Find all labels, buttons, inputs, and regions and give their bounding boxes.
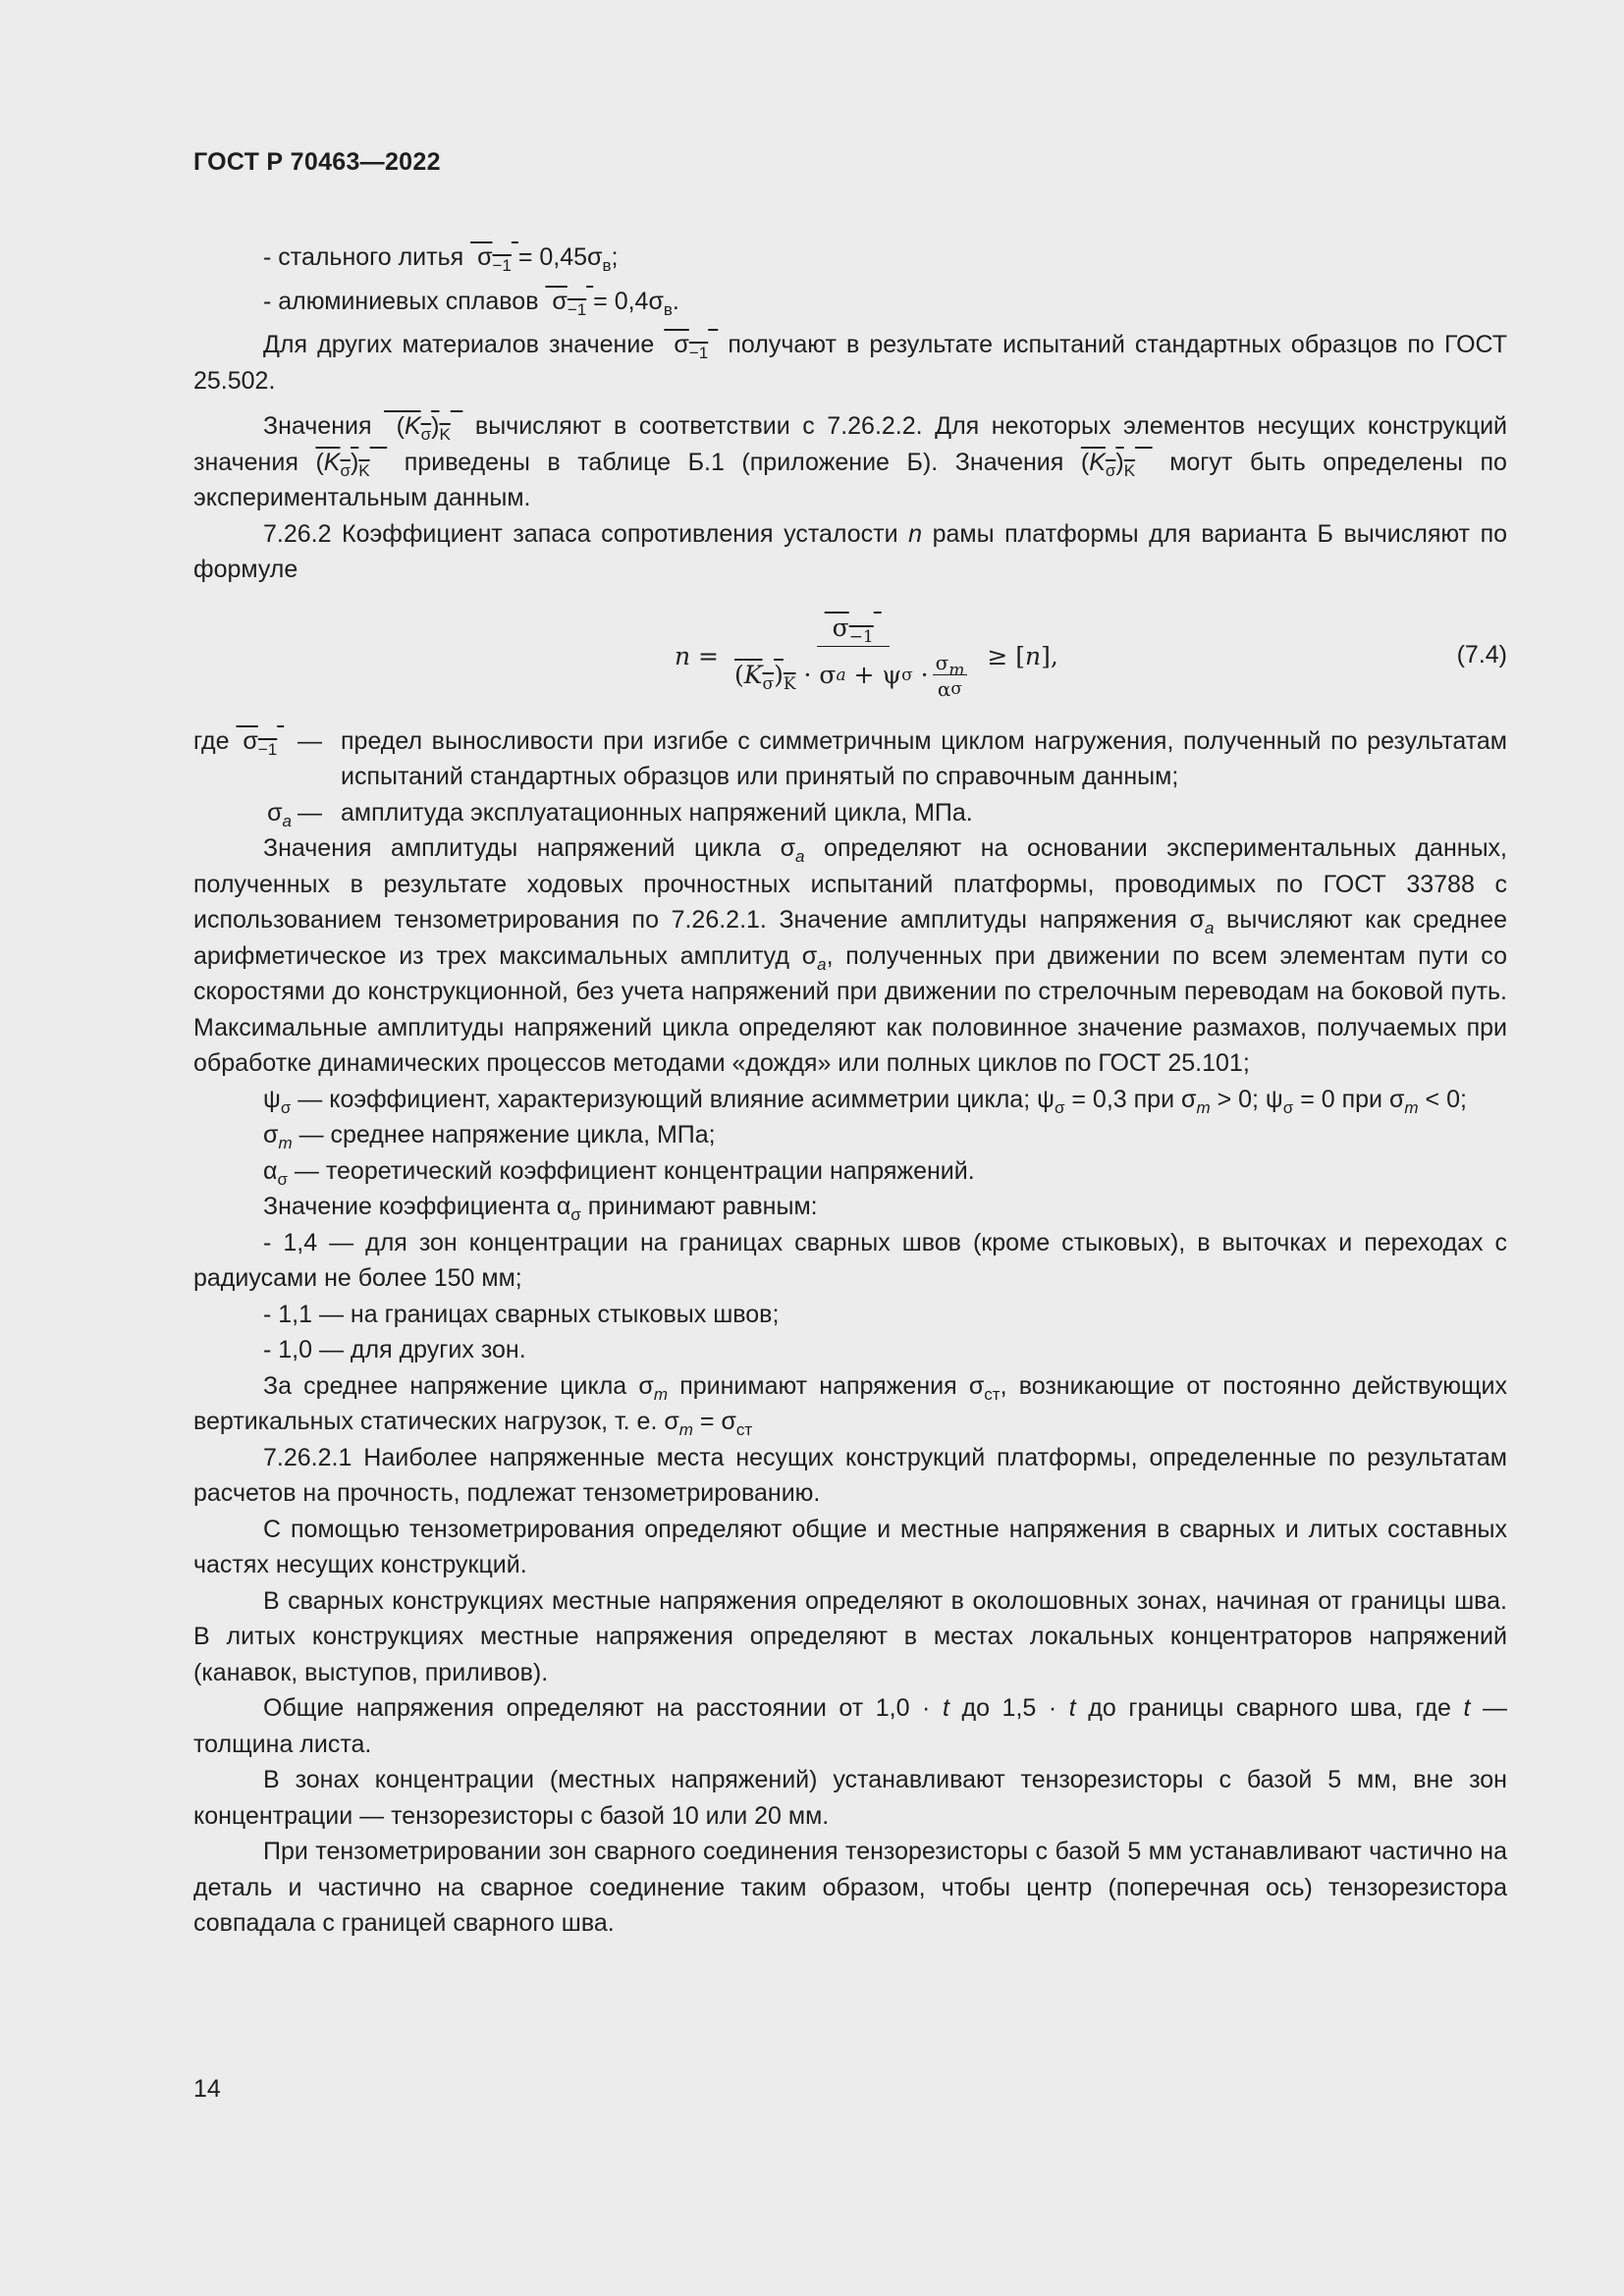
where-description: предел выносливости при изгибе с симметричным циклом нагружения, полученный по результатам испытаний стандартных образцов или принятый по справочным данным;	[341, 726, 1507, 790]
paragraph-7-26-2: 7.26.2 Коэффициент запаса сопротивления усталости n рамы платформы для варианта Б вычисляют по формуле	[193, 519, 1508, 583]
list-item-steel-casting: - стального литья $\sigma_{-1} = 0,45\sigma_в$;	[263, 243, 619, 275]
where-description: амплитуда эксплуатационных напряжений цикла, МПа.	[341, 798, 973, 827]
list-item: - 1,0 — для других зон.	[263, 1336, 526, 1363]
formula-fraction: $\sigma_{-1}$ $(K_\sigma)_K$ · σ a + ψ σ · $\sigma_m$ α σ	[727, 614, 979, 701]
sigma-minus-one: $\sigma_{-1}$	[477, 243, 512, 275]
list-item: - 1,4 — для зон концентрации на границах сварных швов (кроме стыковых), в выточках и переходах с радиусами не более 150 мм;	[193, 1228, 1507, 1292]
paragraph-k-values: Значения $(K_\sigma)_K$ вычисляют в соответствии с 7.26.2.2. Для некоторых элементов несущих конструкций значения $(K_\sigma)_K$ приведены в таблице Б.1 (приложение Б). Значения $(K_\sigma)_K$ могут быть определены по экспериментальным данным.	[193, 412, 1508, 511]
page-number: 14	[193, 2075, 221, 2103]
formula-expression: n = $\sigma_{-1}$ $(K_\sigma)_K$ · σ a + ψ σ · $\sigma_m$ α σ ≥ [ n ],	[675, 613, 1058, 701]
paragraph-amplitude: Значения амплитуды напряжений цикла $\sigma_a$ определяют на основании экспериментальных данных, полученных в результате ходовых прочностных испытаний платформы, проводимых по ГОСТ 33788 с использованием тензометрирования по 7.26.2.1. Значение амплитуды напряжения $\sigma_a$ вычисляют как среднее арифметическое из трех максимальных амплитуд $\sigma_a$, полученных при движении по всем элементам пути со скоростями до конструкционной, без учета напряжений при движении по стрелочным переводам на боковой путь. Максимальные амплитуды напряжений цикла определяют как половинное значение размахов, получаемых при обработке динамических процессов методами «дождя» или полных циклов по ГОСТ 25.101;	[193, 834, 1508, 1077]
paragraph-strain-gauges: При тензометрировании зон сварного соединения тензорезисторы с базой 5 мм устанавливают частично на деталь и частично на сварное соединение таким образом, чтобы центр (поперечная ось) тензорезистора совпадала с границей сварного шва.	[193, 1838, 1507, 1937]
where-term: где $\sigma_{-1}$	[193, 726, 278, 759]
paragraph-alpha-values: Значение коэффициента $\alpha_\sigma$ принимают равным:	[263, 1193, 818, 1224]
list-item-aluminum: - алюминиевых сплавов $\sigma_{-1} = 0,4\sigma_в$.	[263, 287, 679, 319]
paragraph-alpha: $\alpha_\sigma$ — теоретический коэффициент концентрации напряжений.	[263, 1156, 975, 1189]
where-list: где $\sigma_{-1}$ — предел выносливости при изгибе с симметричным циклом нагружения, полученный по результатам испытаний стандартных образцов или принятый по справочным данным; $\sigma_a$ — амплитуда эксплуатационных напряжений цикла, МПа.	[193, 723, 1507, 831]
paragraph-mean-stress: За среднее напряжение цикла $\sigma_m$ принимают напряжения $\sigma_{ст}$, возникающие от постоянно действующих вертикальных статических нагрузок, т. е. $\sigma_m = \sigma_{ст}$	[193, 1371, 1507, 1439]
formula-number: (7.4)	[1456, 640, 1507, 668]
paragraph-tensometry: С помощью тензометрирования определяют общие и местные напряжения в сварных и литых составных частях несущих конструкций.	[193, 1515, 1507, 1578]
formula-7-4	[193, 602, 1507, 718]
document-body	[193, 240, 1507, 1942]
paragraph-other-materials: Для других материалов значение $\sigma_{-1}$ получают в результате испытаний стандартных образцов по ГОСТ 25.502.	[193, 331, 1508, 395]
list-item: - 1,1 — на границах сварных стыковых швов;	[263, 1300, 780, 1328]
document-header: ГОСТ Р 70463—2022	[193, 148, 441, 176]
where-term: $\sigma_a$	[267, 798, 292, 830]
paragraph-7-26-2-1: 7.26.2.1 Наиболее напряженные места несущих конструкций платформы, определенные по результатам расчетов на прочность, подлежат тензометрированию.	[193, 1443, 1507, 1507]
paragraph-general-stress: Общие напряжения определяют на расстоянии от 1,0 · t до 1,5 · t до границы сварного шва, где t — толщина листа.	[193, 1694, 1508, 1758]
paragraph-welded: В сварных конструкциях местные напряжения определяют в околошовных зонах, начиная от границы шва. В литых конструкциях местные напряжения определяют в местах локальных концентраторов напряжений (канавок, выступов, приливов).	[193, 1586, 1507, 1686]
paragraph-sigma-m: $\sigma_m$ — среднее напряжение цикла, МПа;	[263, 1121, 716, 1152]
paragraph-psi: $\psi_\sigma$ — коэффициент, характеризующий влияние асимметрии цикла; $\psi_\sigma = 0,3$ при $\sigma_m > 0$; $\psi_\sigma = 0$ при $\sigma_m < 0$;	[263, 1085, 1467, 1117]
paragraph-concentration: В зонах концентрации (местных напряжений) устанавливают тензорезисторы с базой 5 мм, вне зон концентрации — тензорезисторы с базой 10 или 20 мм.	[193, 1766, 1507, 1830]
